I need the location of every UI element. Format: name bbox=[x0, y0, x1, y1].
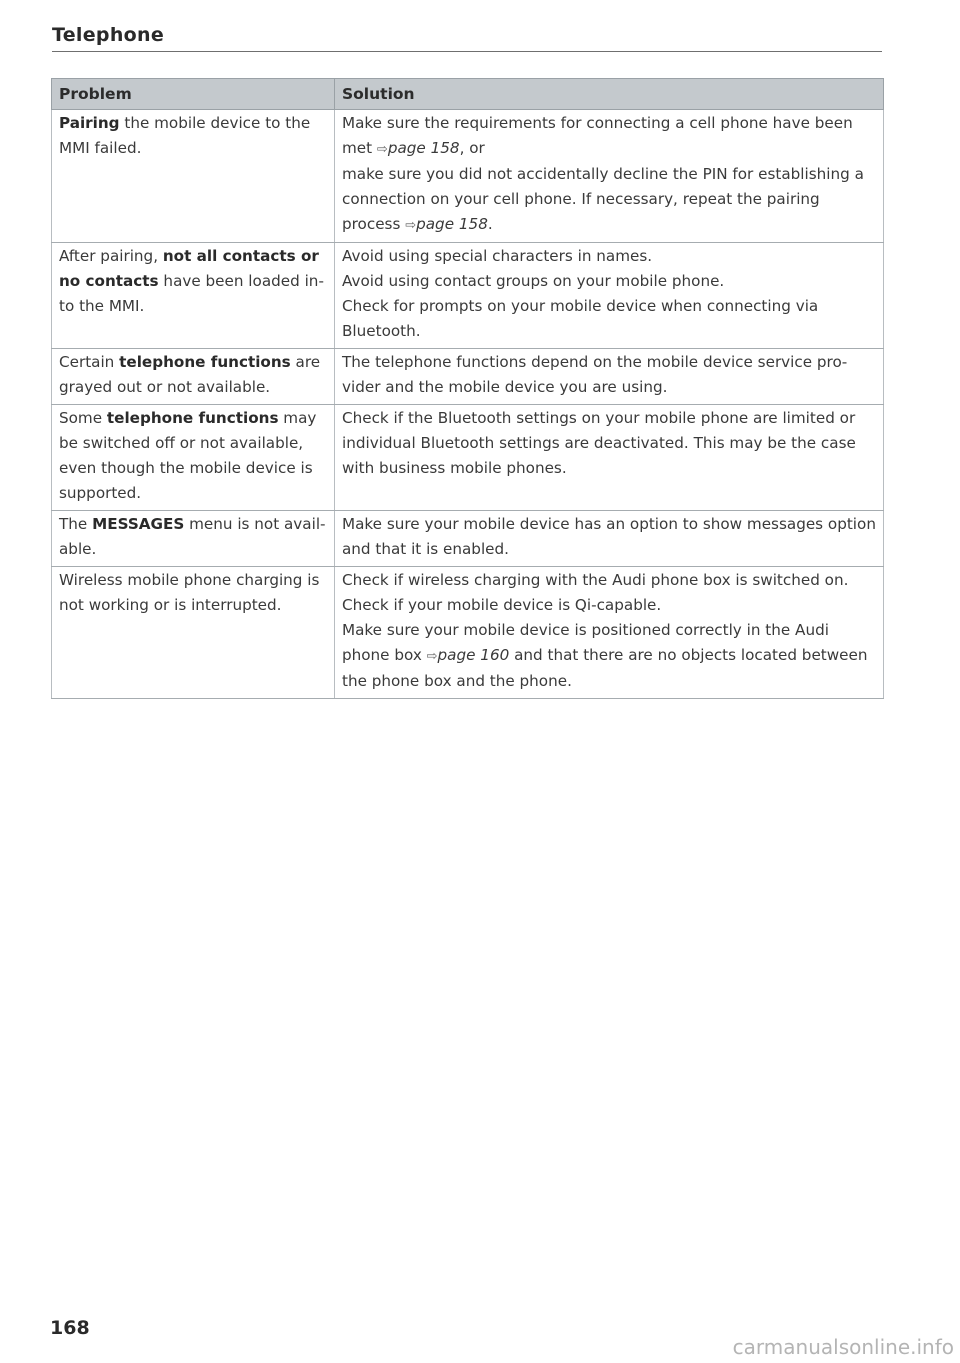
text-run: After pairing, bbox=[59, 247, 163, 265]
solution-paragraph bbox=[342, 568, 876, 593]
table-row bbox=[52, 243, 884, 349]
text-run: Check for prompts on your mobile device when connecting via Bluetooth. bbox=[342, 297, 819, 340]
text-run: The telephone functions depend on the mobile device service provider and the mobile device you are using. bbox=[342, 353, 848, 396]
problem-column-header: Problem bbox=[52, 79, 335, 110]
solution-column-header: Solution bbox=[335, 79, 884, 110]
text-run: and that there are no objects located between the phone box and the phone. bbox=[342, 646, 868, 690]
solution-cell bbox=[335, 349, 884, 405]
bold-term: not all contacts or no contacts bbox=[59, 247, 319, 290]
page-reference: page 160 bbox=[437, 646, 510, 664]
table-row bbox=[52, 511, 884, 567]
solution-cell bbox=[335, 511, 884, 567]
troubleshooting-table bbox=[51, 78, 884, 699]
solution-paragraph bbox=[342, 350, 876, 400]
text-run: Make sure the requirements for connecting a cell phone have been met bbox=[342, 114, 853, 157]
solution-paragraph bbox=[342, 618, 876, 694]
solution-paragraph bbox=[342, 294, 876, 344]
solution-cell bbox=[335, 567, 884, 699]
solution-paragraph bbox=[342, 162, 876, 238]
cross-reference-arrow-icon: ⇨ bbox=[376, 142, 388, 157]
page-reference: page 158 bbox=[387, 139, 460, 157]
text-run: the mobile device to the MMI failed. bbox=[59, 114, 311, 157]
text-run: . bbox=[487, 215, 493, 233]
problem-cell bbox=[52, 349, 335, 405]
bold-term: telephone functions bbox=[119, 353, 291, 371]
table-row bbox=[52, 349, 884, 405]
title-divider bbox=[52, 51, 882, 52]
solution-paragraph bbox=[342, 269, 876, 294]
text-run: Wireless mobile phone charging is not working or is interrupted. bbox=[59, 571, 320, 614]
page-number: 168 bbox=[50, 1317, 90, 1339]
table-row bbox=[52, 110, 884, 243]
text-run: Check if the Bluetooth settings on your mobile phone are limited or individual Bluetooth settings are deactivated. This may be the case with business mobile phones. bbox=[342, 409, 856, 477]
solution-paragraph bbox=[342, 512, 876, 562]
problem-cell bbox=[52, 511, 335, 567]
table-header bbox=[52, 79, 884, 110]
section-title: Telephone bbox=[52, 24, 165, 46]
problem-cell bbox=[52, 405, 335, 511]
problem-cell bbox=[52, 110, 335, 243]
text-run: are grayed out or not available. bbox=[59, 353, 321, 396]
solution-paragraph bbox=[342, 406, 876, 481]
solution-paragraph bbox=[342, 111, 876, 162]
bold-term: MESSAGES bbox=[92, 515, 185, 533]
text-run: Check if wireless charging with the Audi phone box is switched on. bbox=[342, 571, 849, 589]
table-row bbox=[52, 567, 884, 699]
cross-reference-arrow-icon: ⇨ bbox=[405, 218, 417, 233]
solution-paragraph bbox=[342, 244, 876, 269]
problem-cell bbox=[52, 567, 335, 699]
text-run: have been loaded into the MMI. bbox=[59, 272, 324, 315]
text-run: Make sure your mobile device has an option to show messages option and that it is enabled. bbox=[342, 515, 876, 558]
text-run: The bbox=[59, 515, 93, 533]
problem-cell bbox=[52, 243, 335, 349]
text-run: Check if your mobile device is Qi-capable. bbox=[342, 596, 662, 614]
watermark: carmanualsonline.info bbox=[732, 1335, 954, 1359]
solution-paragraph bbox=[342, 593, 876, 618]
solution-cell bbox=[335, 243, 884, 349]
text-run: may be switched off or not available, even though the mobile device is supported. bbox=[59, 409, 317, 502]
text-run: , or bbox=[459, 139, 485, 157]
text-run: Make sure your mobile device is positioned correctly in the Audi phone box bbox=[342, 621, 829, 664]
table-row bbox=[52, 405, 884, 511]
solution-cell bbox=[335, 405, 884, 511]
text-run: Avoid using special characters in names. bbox=[342, 247, 653, 265]
page-reference: page 158 bbox=[416, 215, 488, 233]
cross-reference-arrow-icon: ⇨ bbox=[426, 649, 438, 664]
text-run: menu is not available. bbox=[59, 515, 326, 558]
text-run: Some bbox=[59, 409, 107, 427]
text-run: make sure you did not accidentally decline the PIN for establishing a connection on your cell phone. If necessary, repeat the pairing process bbox=[342, 165, 864, 233]
text-run: Avoid using contact groups on your mobile phone. bbox=[342, 272, 725, 290]
bold-term: telephone functions bbox=[106, 409, 279, 427]
solution-cell bbox=[335, 110, 884, 243]
bold-term: Pairing bbox=[59, 114, 120, 132]
table-body bbox=[52, 110, 884, 699]
table-header-row bbox=[52, 79, 884, 110]
text-run: Certain bbox=[59, 353, 120, 371]
